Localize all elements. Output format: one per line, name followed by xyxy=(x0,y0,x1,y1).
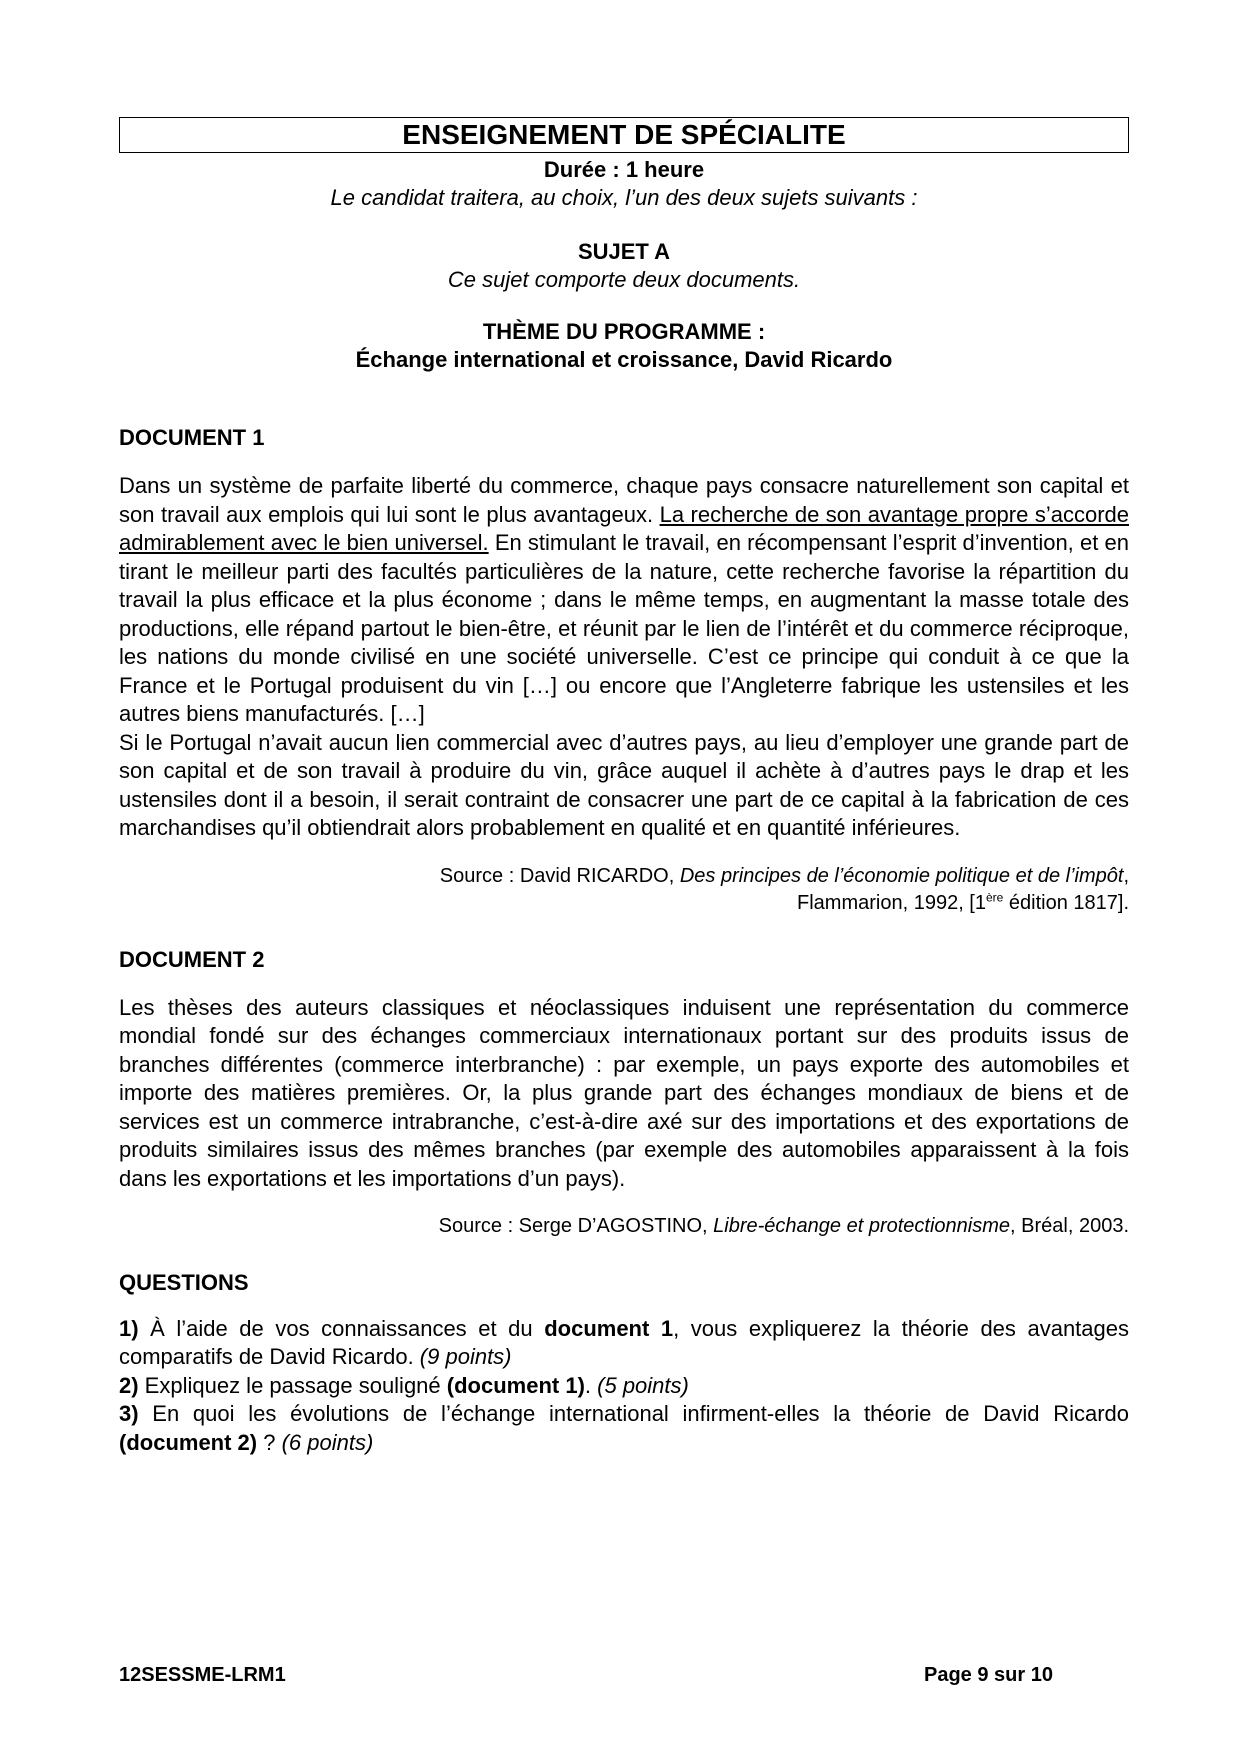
theme: Échange international et croissance, David Ricardo xyxy=(355,347,893,372)
question-number: 1) xyxy=(119,1315,139,1341)
question-text: En quoi les évolutions de l’échange international infirment-elles la théorie de David Ricardo xyxy=(138,1401,1129,1426)
footer-code: 12SESSME-LRM1 xyxy=(119,1664,286,1686)
document-2-source xyxy=(119,1213,1129,1241)
instructions: Le candidat traitera, au choix, l’un des deux sujets suivants : xyxy=(330,185,918,210)
document-1-paragraph-1 xyxy=(119,472,1129,729)
question-points: (9 points) xyxy=(419,1344,512,1369)
source-suffix: , Bréal, 2003. xyxy=(1010,1215,1129,1237)
source-publisher: Flammarion, 1992, [1 xyxy=(797,892,986,914)
underlined-passage: La recherche de son avantage propre s’accorde admirablement avec le bien universel. xyxy=(119,501,1129,555)
document-1-source xyxy=(119,863,1129,918)
question-points: (6 points) xyxy=(281,1429,374,1455)
page-title: ENSEIGNEMENT DE SPÉCIALITE xyxy=(119,117,1129,153)
source-superscript: ère xyxy=(986,890,1004,905)
footer-page-number: Page 9 sur 10 xyxy=(924,1664,1053,1686)
question-text: À l’aide de vos connaissances et du xyxy=(138,1315,545,1341)
question-number: 2) xyxy=(119,1372,139,1398)
source-line-2 xyxy=(119,890,1129,918)
theme-label: THÈME DU PROGRAMME : xyxy=(482,319,766,344)
doc1-text-before: Dans un système de parfaite liberté du commerce, chaque pays consacre naturellement son capital et son travail aux emplois qui lui sont le plus avantageux. xyxy=(119,473,1129,527)
source-prefix: Source : David RICARDO, xyxy=(439,864,680,887)
document-1-paragraph-2: Si le Portugal n’avait aucun lien commercial avec d’autres pays, au lieu d’employer une grande part de son capital et de son travail à produire du vin, grâce auquel il achète à d’autres pays le drap et les ustensiles dont il a besoin, il serait contraint de consacrer une part de ce capital à la fabrication de ces marchandises qu’il obtiendrait alors probablement en qualité et en quantité inférieures. xyxy=(119,729,1129,840)
source-comma: , xyxy=(1123,864,1129,887)
question-1 xyxy=(119,1315,1129,1372)
page-content xyxy=(119,117,1129,1457)
source-title: Libre-échange et protectionnisme xyxy=(713,1215,1011,1237)
question-reference: (document 2) xyxy=(119,1429,258,1455)
question-points: (5 points) xyxy=(597,1372,689,1398)
question-3 xyxy=(119,1400,1129,1457)
question-number: 3) xyxy=(119,1401,139,1426)
source-prefix: Source : Serge D’AGOSTINO, xyxy=(438,1215,714,1237)
source-title: Des principes de l’économie politique et de l’impôt xyxy=(679,864,1124,887)
duration: Durée : 1 heure xyxy=(543,157,705,182)
document-1-heading: DOCUMENT 1 xyxy=(119,425,265,450)
question-reference: document 1 xyxy=(544,1315,674,1341)
doc1-text-after: En stimulant le travail, en récompensant l’esprit d’invention, et en tirant le meilleur parti des facultés particulières de la nature, cette recherche favorise la répartition du travail la plus efficace et la plus économe ; dans le même temps, en augmentant la masse totale des productions, elle répand partout le bien-être, et réunit par le lien de l’intérêt et du commerce réciproque, les nations du monde civilisé en une société universelle. C’est ce principe qui conduit à ce que la France et le Portugal produisent du vin […] ou encore que l’Angleterre fabrique les ustensiles et les autres biens manufacturés. […] xyxy=(119,530,1130,726)
questions-heading: QUESTIONS xyxy=(119,1269,249,1295)
subject-name: SUJET A xyxy=(577,239,671,264)
subject-note: Ce sujet comporte deux documents. xyxy=(447,267,801,292)
question-text: . xyxy=(584,1372,598,1398)
question-text: ? xyxy=(257,1429,282,1455)
document-2-heading: DOCUMENT 2 xyxy=(119,946,265,972)
document-2-paragraph: Les thèses des auteurs classiques et néoclassiques induisent une représentation du commerce mondial fondé sur des échanges commerciaux internationaux portant sur des produits issus de branches différentes (commerce interbranche) : par exemple, un pays exporte des automobiles et importe des matières premières. Or, la plus grande part des échanges mondiaux de biens et de services est un commerce intrabranche, c’est-à-dire axé sur des importations et des exportations de produits similaires issus des mêmes branches (par exemple des automobiles apparaissent à la fois dans les exportations et les importations d’un pays). xyxy=(119,994,1129,1191)
source-edition: édition 1817]. xyxy=(1003,892,1129,914)
question-reference: (document 1) xyxy=(446,1372,585,1398)
question-text: , vous expliquerez la théorie des avantages comparatifs de David Ricardo. xyxy=(119,1315,1129,1369)
question-text: Expliquez le passage souligné xyxy=(138,1372,447,1398)
question-2 xyxy=(119,1372,1129,1401)
source-line-1 xyxy=(119,863,1129,891)
